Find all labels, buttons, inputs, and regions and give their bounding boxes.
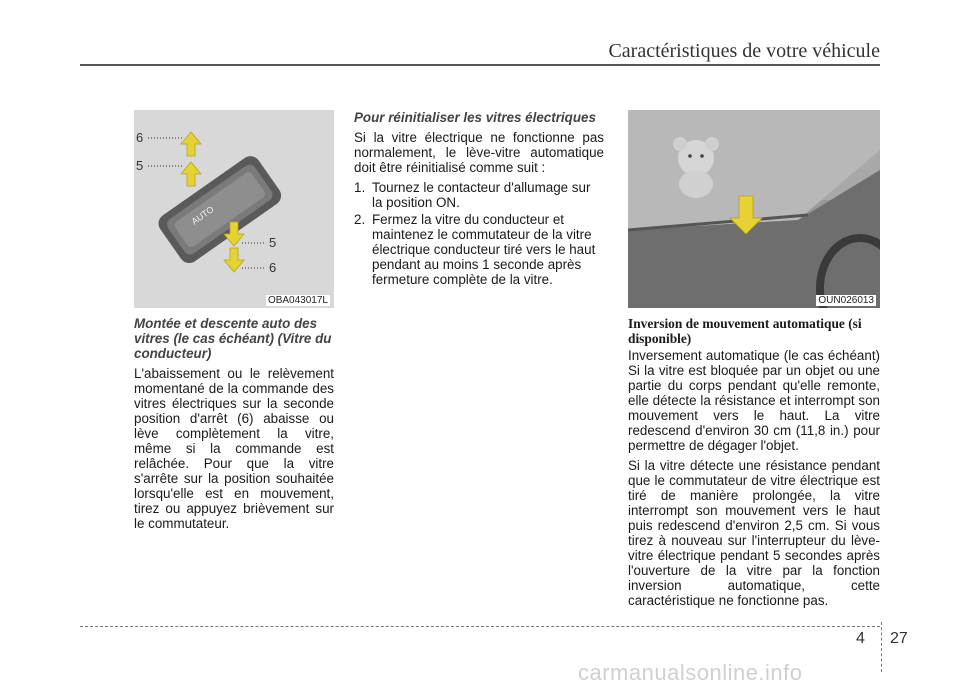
section-heading-auto-reverse: Inversion de mouvement automatique (si disponible) — [628, 316, 862, 346]
page-header-title: Caractéristiques de votre véhicule — [608, 40, 880, 62]
auto-reverse-figure — [628, 110, 880, 308]
watermark: carmanualsonline.info — [578, 660, 803, 685]
header-divider — [80, 64, 880, 66]
window-switch-figure — [134, 110, 334, 308]
figure-code: OBA043017L — [267, 295, 328, 306]
callout-6-bottom: 6 — [269, 260, 277, 275]
body-paragraph: L'abaissement ou le relèvement momentané de la commande des vitres électriques sur la seconde position d'arrêt (6) abaisse ou lève complètement la vitre, même si la commande est relâchée. Pour que la vitre s'arrête sur la position souhaitée lorsqu'elle est en mouvement, tirez ou appuyez brièvement sur le commutateur. — [134, 366, 334, 531]
step-number: 1. — [354, 180, 366, 195]
body-paragraph: Si la vitre électrique ne fonctionne pas normalement, le lève-vitre automatique doit être réinitialisé comme suit : — [354, 130, 604, 175]
list-item — [354, 212, 604, 287]
left-column — [134, 316, 334, 536]
window-obstruction-illustration — [628, 110, 880, 308]
callout-6-top: 6 — [136, 130, 144, 145]
page-number-separator — [881, 622, 882, 672]
window-switch-illustration — [134, 110, 334, 308]
callout-5-top: 5 — [136, 158, 144, 173]
step-text: Tournez le contacteur d'allumage sur la position ON. — [372, 180, 591, 210]
body-paragraph: Inversement automatique (le cas échéant) Si la vitre est bloquée par un objet ou une partie du corps pendant qu'elle remonte, elle détecte la résistance et interrompt son mouvement vers le haut. La vitre redescend d'environ 30 cm (11,8 in.) pour permettre de dégager l'objet. — [628, 348, 880, 453]
section-heading-auto-updown: Montée et descente auto des vitres (le cas échéant) (Vitre du conducteur) — [134, 316, 332, 361]
figure-code: OUN026013 — [818, 295, 874, 306]
chapter-number: 4 — [856, 630, 865, 647]
step-text: Fermez la vitre du conducteur et maintenez le commutateur de la vitre électrique conducteur tiré vers le haut pendant au moins 1 seconde après fermeture complète de la vitre. — [372, 212, 596, 287]
right-column — [628, 316, 880, 613]
step-number: 2. — [354, 212, 366, 227]
section-heading-reset: Pour réinitialiser les vitres électriques — [354, 110, 596, 125]
body-paragraph: Si la vitre détecte une résistance pendant que le commutateur de vitre électrique est tiré de manière prolongée, la vitre interrompt son mouvement vers le haut puis redescend d'environ 2,5 cm. Si vous tirez à nouveau sur l'interrupteur du lève-vitre électrique pendant 5 secondes après l'ouverture de la vitre par la fonction inversion automatique, cette caractéristique ne fonctionne pas. — [628, 458, 880, 608]
middle-column — [354, 110, 604, 289]
footer-divider — [80, 626, 880, 627]
callout-5-bottom: 5 — [269, 235, 277, 250]
switch-auto-label: AUTO — [189, 204, 216, 227]
page-number: 27 — [890, 630, 908, 647]
list-item — [354, 180, 604, 210]
